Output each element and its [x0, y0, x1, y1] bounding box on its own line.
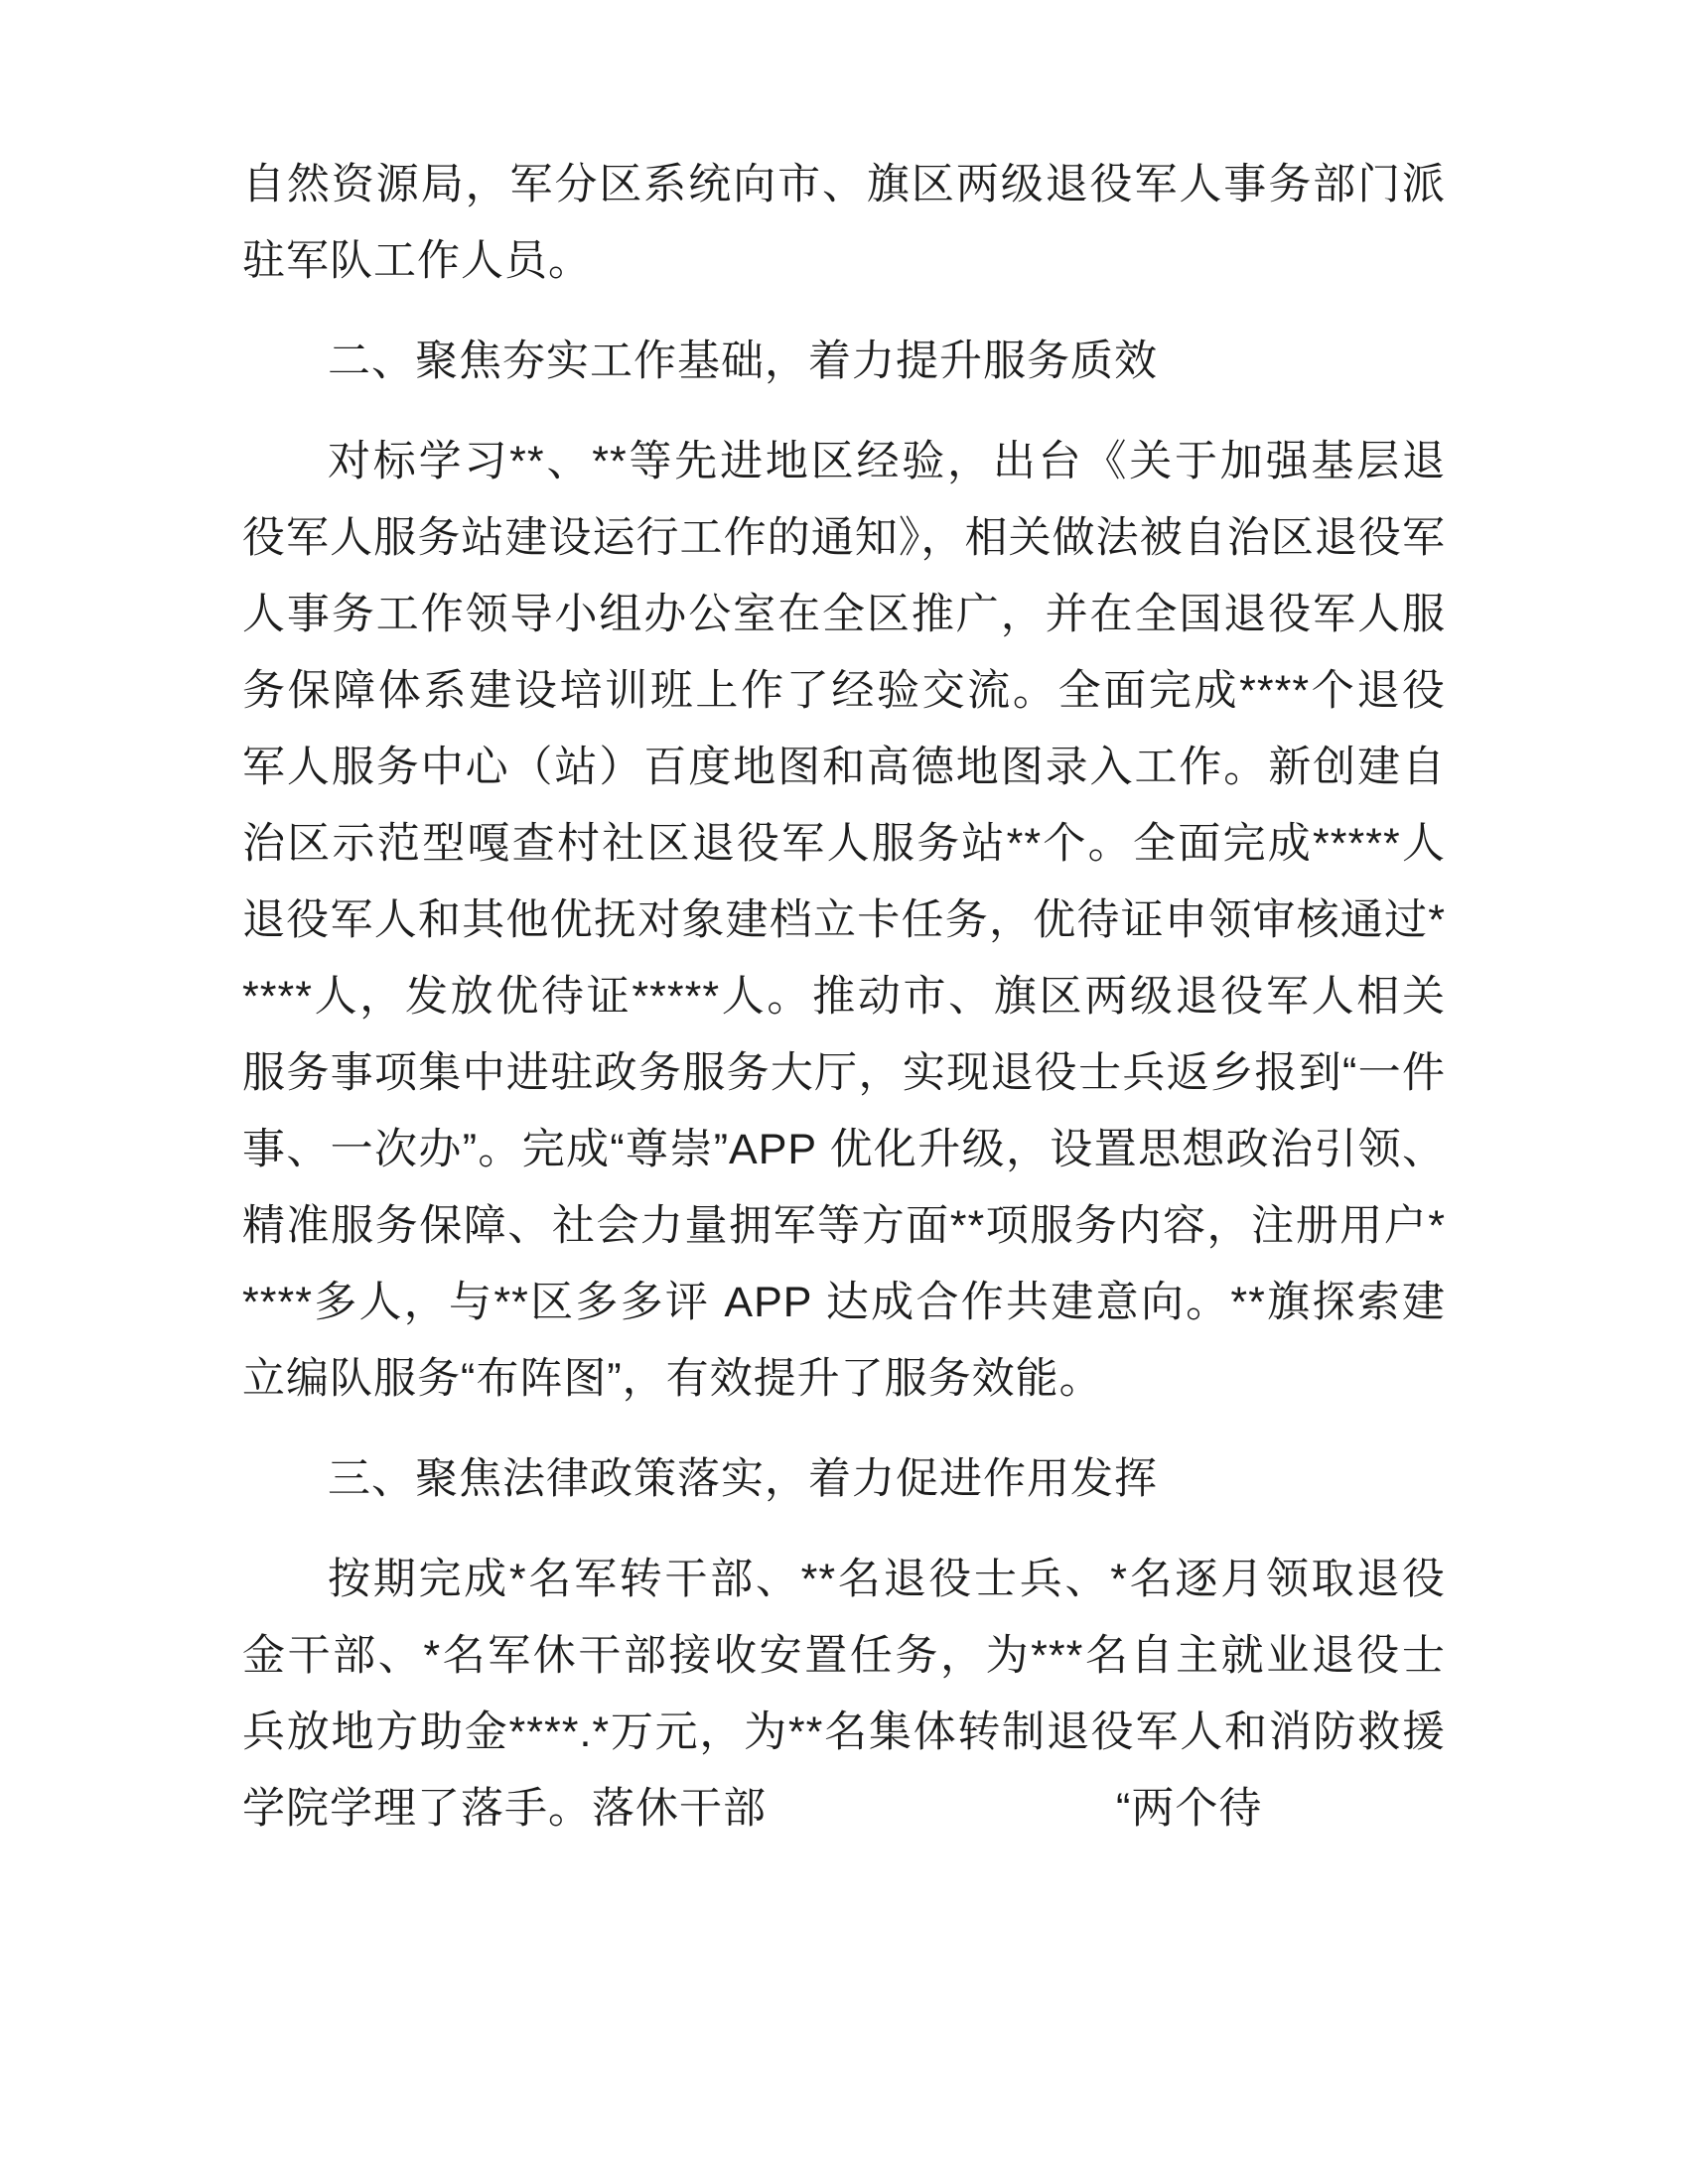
- section-heading-3: 三、聚焦法律政策落实，着力促进作用发挥: [328, 1455, 1158, 1503]
- paragraph-continued: 自然资源局，军分区系统向市、旗区两级退役军人事务部门派驻军队工作人员。: [242, 161, 1446, 285]
- section-heading-2: 二、聚焦夯实工作基础，着力提升服务质效: [328, 338, 1158, 385]
- paragraph-section-3: 按期完成*名军转干部、**名退役士兵、*名逐月领取退役金干部、*名军休干部接收安置任务，为***名自主就业退役士兵放地方助金****.*万元，为**名集体转制退役军人和消防救援学院学理了落手。落休干部 “两个待: [242, 1556, 1446, 1833]
- paragraph-section-2: 对标学习**、**等先进地区经验，出台《关于加强基层退役军人服务站建设运行工作的通知》，相关做法被自治区退役军人事务工作领导小组办公室在全区推广，并在全国退役军人服务保障体系建设培训班上作了经验交流。全面完成****个退役军人服务中心（站）百度地图和高德地图录入工作。新创建自治区示范型嘎查村社区退役军人服务站**个。全面完成*****人退役军人和其他优抚对象建档立卡任务，优待证申领审核通过*****人，发放优待证*****人。推动市、旗区两级退役军人相关服务事项集中进驻政务服务大厅，实现退役士兵返乡报到“一件事、一次办”。完成“尊崇”APP 优化升级，设置思想政治引领、精准服务保障、社会力量拥军等方面**项服务内容，注册用户*****多人，与**区多多评 APP 达成合作共建意向。**旗探索建立编队服务“布阵图”，有效提升了服务效能。: [242, 438, 1446, 1403]
